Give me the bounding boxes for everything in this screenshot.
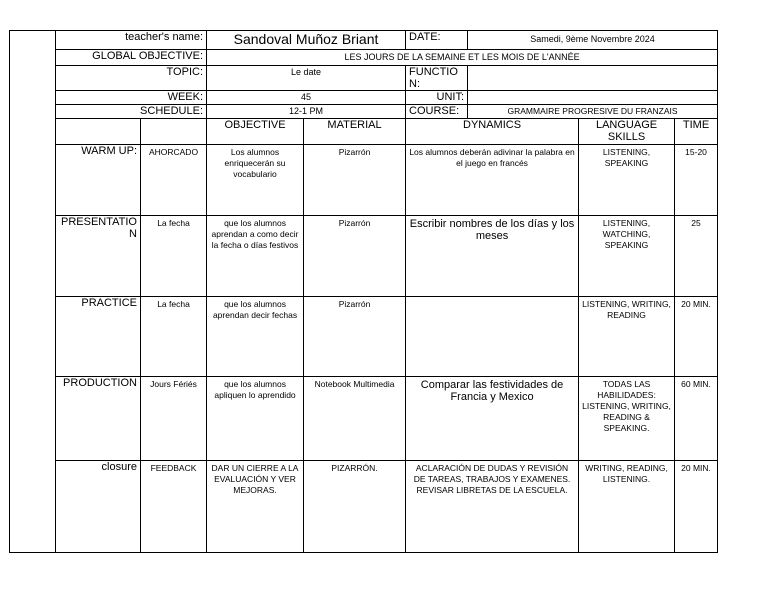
- material-cell: Pizarrón: [304, 216, 406, 297]
- teacher-name-label: teacher's name:: [56, 31, 207, 50]
- material-cell: Notebook Multimedia: [304, 377, 406, 461]
- time-cell: 20 MIN.: [675, 461, 718, 553]
- stage-cell: closure: [56, 461, 141, 553]
- left-margin-cell: [10, 377, 56, 461]
- activity-cell: La fecha: [141, 216, 207, 297]
- material-cell: Pizarrón: [304, 297, 406, 377]
- time-cell: 15-20: [675, 145, 718, 216]
- objective-cell: que los alumnos apliquen lo aprendido: [207, 377, 304, 461]
- schedule-value: 12-1 PM: [207, 105, 406, 119]
- global-objective-value: LES JOURS DE LA SEMAINE ET LES MOIS DE L'ANNÉE: [207, 50, 718, 66]
- time-column-header: TIME: [675, 119, 718, 145]
- skills-cell: WRITING, READING, LISTENING.: [579, 461, 675, 553]
- table-row: [10, 145, 718, 216]
- dynamics-cell: Escribir nombres de los días y los meses: [406, 216, 579, 297]
- skills-cell: TODAS LAS HABILIDADES: LISTENING, WRITING, READING & SPEAKING.: [579, 377, 675, 461]
- table-row: [10, 377, 718, 461]
- activity-cell: La fecha: [141, 297, 207, 377]
- stage-cell: PRESENTATIO N: [56, 216, 141, 297]
- objective-column-header: OBJECTIVE: [207, 119, 304, 145]
- left-margin-cell: [10, 66, 56, 91]
- time-cell: 60 MIN.: [675, 377, 718, 461]
- left-margin-cell: [10, 297, 56, 377]
- stage-column-header: [56, 119, 141, 145]
- date-value: Samedi, 9ème Novembre 2024: [468, 31, 718, 50]
- table-row: [10, 297, 718, 377]
- unit-value: [468, 91, 718, 105]
- activity-cell: AHORCADO: [141, 145, 207, 216]
- global-objective-label: GLOBAL OBJECTIVE:: [56, 50, 207, 66]
- dynamics-cell: [406, 297, 579, 377]
- lesson-plan-table: [9, 30, 718, 553]
- time-cell: 20 MIN.: [675, 297, 718, 377]
- stage-cell: PRODUCTION: [56, 377, 141, 461]
- topic-value: Le date: [207, 66, 406, 91]
- dynamics-cell: ACLARACIÓN DE DUDAS Y REVISIÓN DE TAREAS, TRABAJOS Y EXAMENES. REVISAR LIBRETAS DE LA ESCUELA.: [406, 461, 579, 553]
- left-margin-cell: [10, 50, 56, 66]
- left-margin-cell: [10, 145, 56, 216]
- left-margin-cell: [10, 216, 56, 297]
- date-label: DATE:: [406, 31, 468, 50]
- objective-cell: Los alumnos enriquecerán su vocabulario: [207, 145, 304, 216]
- material-cell: Pizarrón: [304, 145, 406, 216]
- dynamics-column-header: DYNAMICS: [406, 119, 579, 145]
- left-margin-cell: [10, 31, 56, 50]
- stage-cell: PRACTICE: [56, 297, 141, 377]
- left-margin-cell: [10, 105, 56, 119]
- course-value: GRAMMAIRE PROGRESIVE DU FRANZAIS: [468, 105, 718, 119]
- topic-label: TOPIC:: [56, 66, 207, 91]
- material-column-header: MATERIAL: [304, 119, 406, 145]
- language-skills-column-header: LANGUAGE SKILLS: [579, 119, 675, 145]
- teacher-name-value: Sandoval Muñoz Briant: [207, 31, 406, 50]
- left-margin-cell: [10, 119, 56, 145]
- left-margin-cell: [10, 461, 56, 553]
- time-cell: 25: [675, 216, 718, 297]
- activity-cell: Jours Fériés: [141, 377, 207, 461]
- table-row: [10, 461, 718, 553]
- function-value: [468, 66, 718, 91]
- skills-cell: LISTENING, WRITING, READING: [579, 297, 675, 377]
- week-label: WEEK:: [56, 91, 207, 105]
- week-value: 45: [207, 91, 406, 105]
- skills-cell: LISTENING, SPEAKING: [579, 145, 675, 216]
- objective-cell: DAR UN CIERRE A LA EVALUACIÓN Y VER MEJORAS.: [207, 461, 304, 553]
- schedule-label: SCHEDULE:: [56, 105, 207, 119]
- stage-cell: WARM UP:: [56, 145, 141, 216]
- table-row: [10, 216, 718, 297]
- course-label: COURSE:: [406, 105, 468, 119]
- unit-label: UNIT:: [406, 91, 468, 105]
- dynamics-cell: Los alumnos deberán adivinar la palabra en el juego en francés: [406, 145, 579, 216]
- material-cell: PIZARRÓN.: [304, 461, 406, 553]
- dynamics-cell: Comparar las festividades de Francia y Mexico: [406, 377, 579, 461]
- objective-cell: que los alumnos aprendan a como decir la fecha o días festivos: [207, 216, 304, 297]
- activity-cell: FEEDBACK: [141, 461, 207, 553]
- activity-column-header: [141, 119, 207, 145]
- objective-cell: que los alumnos aprendan decir fechas: [207, 297, 304, 377]
- skills-cell: LISTENING, WATCHING, SPEAKING: [579, 216, 675, 297]
- left-margin-cell: [10, 91, 56, 105]
- function-label: FUNCTIO N:: [406, 66, 468, 91]
